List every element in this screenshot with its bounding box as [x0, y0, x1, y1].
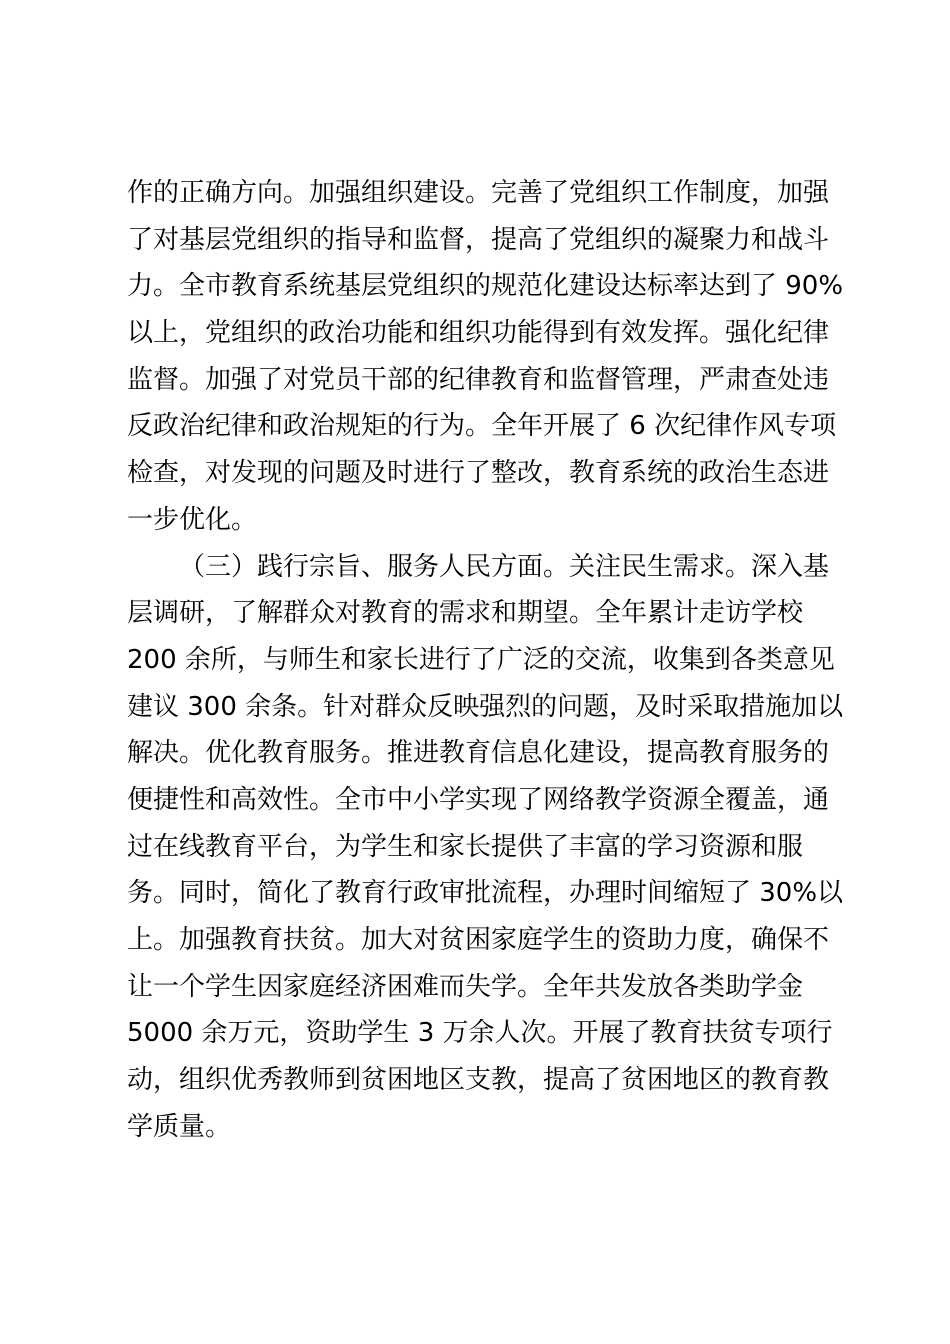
section-heading-line: （三）践行宗旨、服务人民方面。关注民生需求。深入基 [179, 551, 830, 582]
text-line: 让一个学生因家庭经济困难而失学。全年共发放各类助学金 [127, 971, 804, 1002]
text-line: 务。同时，简化了教育行政审批流程，办理时间缩短了 30%以 [127, 878, 844, 909]
text-line: 了对基层党组织的指导和监督，提高了党组织的凝聚力和战斗 [127, 224, 830, 255]
text-line: 动，组织优秀教师到贫困地区支教，提高了贫困地区的教育教 [127, 1065, 830, 1096]
text-line: 层调研，了解群众对教育的需求和期望。全年累计走访学校 [127, 598, 804, 629]
text-line: 学质量。 [127, 1111, 232, 1142]
text-line: 便捷性和高效性。全市中小学实现了网络教学资源全覆盖，通 [127, 784, 830, 815]
text-line: 反政治纪律和政治规矩的行为。全年开展了 6 次纪律作风专项 [127, 411, 837, 442]
text-line: 5000 余万元，资助学生 3 万余人次。开展了教育扶贫专项行 [127, 1018, 833, 1049]
text-line: 监督。加强了对党员干部的纪律教育和监督管理，严肃查处违 [127, 364, 830, 395]
text-line: 检查，对发现的问题及时进行了整改，教育系统的政治生态进 [127, 458, 830, 489]
text-line: 上。加强教育扶贫。加大对贫困家庭学生的资助力度，确保不 [127, 925, 830, 955]
text-line: 200 余所，与师生和家长进行了广泛的交流，收集到各类意见 [127, 644, 835, 675]
text-line: 建议 300 余条。针对群众反映强烈的问题，及时采取措施加以 [127, 691, 844, 722]
text-line: 力。全市教育系统基层党组织的规范化建设达标率达到了 90% [127, 271, 844, 302]
paragraph-serving-people [127, 544, 844, 1151]
paragraph-organization-discipline [127, 170, 844, 544]
text-line: 过在线教育平台，为学生和家长提供了丰富的学习资源和服 [127, 831, 804, 862]
text-line: 一步优化。 [127, 504, 258, 535]
text-line: 作的正确方向。加强组织建设。完善了党组织工作制度，加强 [127, 178, 830, 208]
document-body [127, 170, 844, 1150]
text-line: 以上，党组织的政治功能和组织功能得到有效发挥。强化纪律 [127, 318, 830, 349]
text-line: 解决。优化教育服务。推进教育信息化建设，提高教育服务的 [127, 738, 830, 769]
